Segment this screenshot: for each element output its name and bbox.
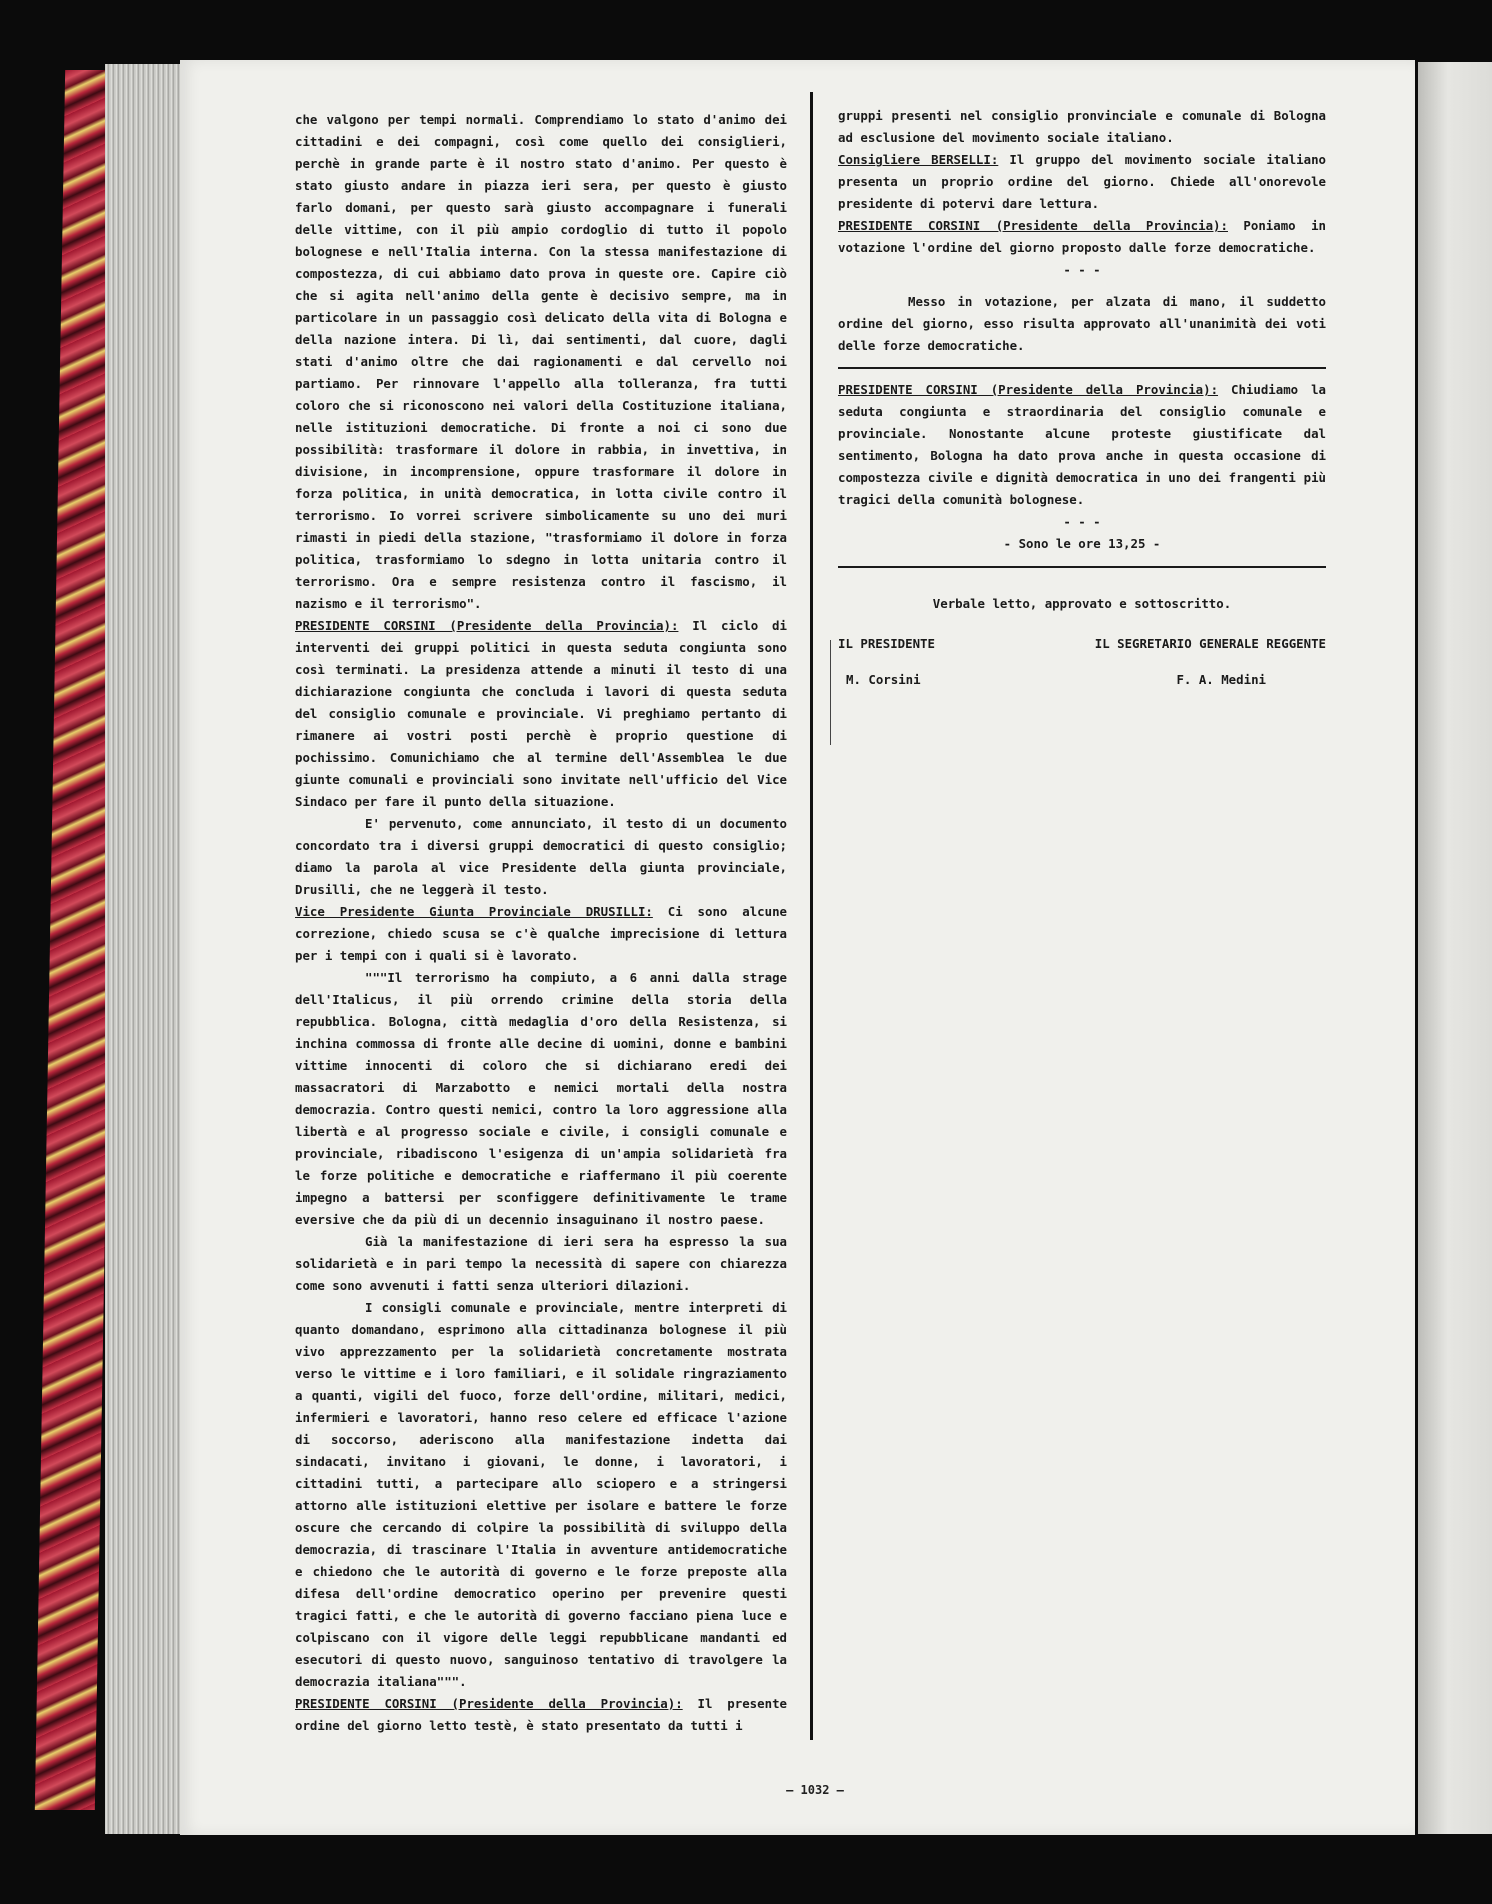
- verbale-statement: Verbale letto, approvato e sottoscritto.: [932, 596, 1232, 611]
- margin-line: [830, 640, 831, 745]
- right-para-2: [838, 149, 1326, 215]
- left-paragraph: [295, 615, 787, 813]
- secretary-name: F. A. Medini: [1176, 672, 1266, 687]
- separator: - - -: [1063, 514, 1101, 529]
- speaker-label: PRESIDENTE CORSINI (Presidente della Provincia):: [838, 218, 1228, 233]
- paragraph-text: che valgono per tempi normali. Comprendiamo lo stato d'animo dei cittadini e dei compagni, così come quello dei consiglieri, perchè in grande parte è il nostro stato d'animo. Per questo è stato giusto andare in piazza ieri sera, per questo è giusto farlo domani, per questo sarà giusto accompagnare i funerali delle vittime, con il più ampio cordoglio di tutto il popolo bolognese e nell'Italia interna. Con la stessa manifestazione di compostezza, di cui abbiamo dato prova in queste ore. Capire ciò che si agita nell'animo della gente è decisivo sempre, ma in particolare in un passaggio così delicato della vita di Bologna e della nazione intera. Di lì, dai sentimenti, dal cuore, dagli stati d'animo oltre che dai ragionamenti e dal cervello noi partiamo. Per rinnovare l'appello alla tolleranza, fra tutti coloro che si riconoscono nei valori della Costituzione italiana, nelle istituzioni democratiche. Di fronte a noi ci sono due possibilità: trasformare il dolore in rabbia, in invettiva, in divisione, in incomprensione, oppure trasformare il dolore in forza politica, in unità democratica, in lotta civile contro il terrorismo. Io vorrei scrivere simbolicamente su uno dei muri rimasti in piedi della stazione, "trasformiamo il dolore in forza politica, trasformiamo lo sdegno in lotta unitaria contro il terrorismo. Ora e sempre resistenza contro il fascismo, il nazismo e il terrorismo".: [295, 112, 787, 611]
- speaker-label: Consigliere BERSELLI:: [838, 152, 999, 167]
- closing-time: - Sono le ore 13,25 -: [1003, 536, 1161, 551]
- column-divider: [810, 92, 813, 1740]
- left-column: [295, 109, 787, 1737]
- left-paragraph: [295, 1693, 787, 1737]
- right-para-3: [838, 215, 1326, 259]
- left-paragraph: [295, 109, 787, 615]
- signature-titles: [838, 633, 1326, 655]
- speaker-label: PRESIDENTE CORSINI (Presidente della Provincia):: [295, 618, 679, 633]
- horizontal-rule: [838, 566, 1326, 568]
- horizontal-rule: [838, 367, 1326, 369]
- paragraph-text: """Il terrorismo ha compiuto, a 6 anni dalla strage dell'Italicus, il più orrendo crimine della storia della repubblica. Bologna, città medaglia d'oro della Resistenza, si inchina commossa di fronte alle decine di uomini, donne e bambini vittime innocenti di coloro che si dichiarano eredi dei massacratori di Marzabotto e nemici mortali della nostra democrazia. Contro questi nemici, contro la loro aggressione alla libertà e al progresso sociale e civile, i consigli comunale e provinciale, ribadiscono l'esigenza di un'ampia solidarietà fra le forze politiche e democratiche e riaffermano il più coerente impegno a battersi per sconfiggere definitivamente le trame eversive che da più di un decennio insaguinano il nostro paese.: [295, 970, 787, 1227]
- paragraph-text: E' pervenuto, come annunciato, il testo di un documento concordato tra i diversi gruppi democratici di questo consiglio; diamo la parola al vice Presidente della giunta provinciale, Drusilli, che ne leggerà il testo.: [295, 816, 787, 897]
- right-column: [838, 105, 1326, 691]
- paragraph-text: Ci sono alcune correzione, chiedo scusa se c'è qualche imprecisione di lettura per i tempi con i quali si è lavorato.: [295, 904, 787, 963]
- speaker-label: PRESIDENTE CORSINI (Presidente della Provincia):: [838, 382, 1219, 397]
- separator: - - -: [1063, 262, 1101, 277]
- left-paragraph: [295, 901, 787, 967]
- paragraph-text: Il presente ordine del giorno letto testè, è stato presentato da tutti i: [295, 1696, 787, 1733]
- vote-result: Messo in votazione, per alzata di mano, il suddetto ordine del giorno, esso risulta approvato all'unanimità dei voti delle forze democratiche.: [838, 294, 1326, 353]
- secretary-title: IL SEGRETARIO GENERALE REGGENTE: [1094, 636, 1326, 651]
- left-paragraph: [295, 1231, 787, 1297]
- paragraph-text: I consigli comunale e provinciale, mentre interpreti di quanto domandano, esprimono alla cittadinanza bolognese il più vivo apprezzamento per la solidarietà concretamente mostrata verso le vittime e i loro familiari, e il solidale ringraziamento a quanti, vigili del fuoco, forze dell'ordine, militari, medici, infermieri e lavoratori, hanno reso celere ed efficace l'azione di soccorso, aderiscono alla manifestazione indetta dai sindacati, invitano i giovani, le donne, i lavoratori, i cittadini tutti, a partecipare allo sciopero e a stringersi attorno alle istituzioni elettive per isolare e battere le forze oscure che cercando di colpire la possibilità di sviluppo della democrazia, di trascinare l'Italia in avventure antidemocratiche e chiedono che le autorità di governo e le forze preposte alla difesa dell'ordine democratico operino per prevenire questi tragici fatti, e che le autorità di governo facciano piena luce e colpiscano con il vigore delle leggi repubblicane mandanti ed esecutori di questo nuovo, sanguinoso tentativo di travolgere la democrazia italiana""".: [295, 1300, 787, 1689]
- president-title: IL PRESIDENTE: [838, 636, 935, 651]
- speaker-label: Vice Presidente Giunta Provinciale DRUSILLI:: [295, 904, 653, 919]
- left-paragraph: [295, 1297, 787, 1693]
- paragraph-text: Il ciclo di interventi dei gruppi politici in questa seduta congiunta sono così terminati. La presidenza attende a minuti il testo di una dichiarazione congiunta che concluda i lavori di questa seduta del consiglio comunale e provinciale. Vi preghiamo pertanto di rimanere ai vostri posti perchè è proprio questione di pochissimo. Comunichiamo che al termine dell'Assemblea le due giunte comunali e provinciali sono invitate nell'ufficio del Vice Sindaco per fare il punto della situazione.: [295, 618, 787, 809]
- paragraph-text: Già la manifestazione di ieri sera ha espresso la sua solidarietà e in pari tempo la necessità di sapere con chiarezza come sono avvenuti i fatti senza ulteriori dilazioni.: [295, 1234, 787, 1293]
- speech-text: Chiudiamo la seduta congiunta e straordinaria del consiglio comunale e provinciale. Nonostante alcune proteste giustificate dal sentimento, Bologna ha dato prova anche in questa occasione di compostezza civile e dignità democratica in uno dei frangenti più tragici della comunità bolognese.: [838, 382, 1326, 507]
- right-para-1: gruppi presenti nel consiglio pronvinciale e comunale di Bologna ad esclusione del movimento sociale italiano.: [838, 108, 1326, 145]
- page-number: – 1032 –: [786, 1783, 844, 1797]
- signature-names: [838, 669, 1326, 691]
- president-name: M. Corsini: [846, 672, 921, 687]
- left-paragraph: [295, 813, 787, 901]
- speaker-label: PRESIDENTE CORSINI (Presidente della Provincia):: [295, 1696, 683, 1711]
- facing-page-edge: [1418, 62, 1492, 1834]
- right-para-5: [838, 379, 1326, 511]
- speech-text: Poniamo in votazione l'ordine del giorno proposto dalle forze democratiche.: [838, 218, 1326, 255]
- left-paragraph: [295, 967, 787, 1231]
- speech-text: Il gruppo del movimento sociale italiano presenta un proprio ordine del giorno. Chiede all'onorevole presidente di potervi dare lettura.: [838, 152, 1326, 211]
